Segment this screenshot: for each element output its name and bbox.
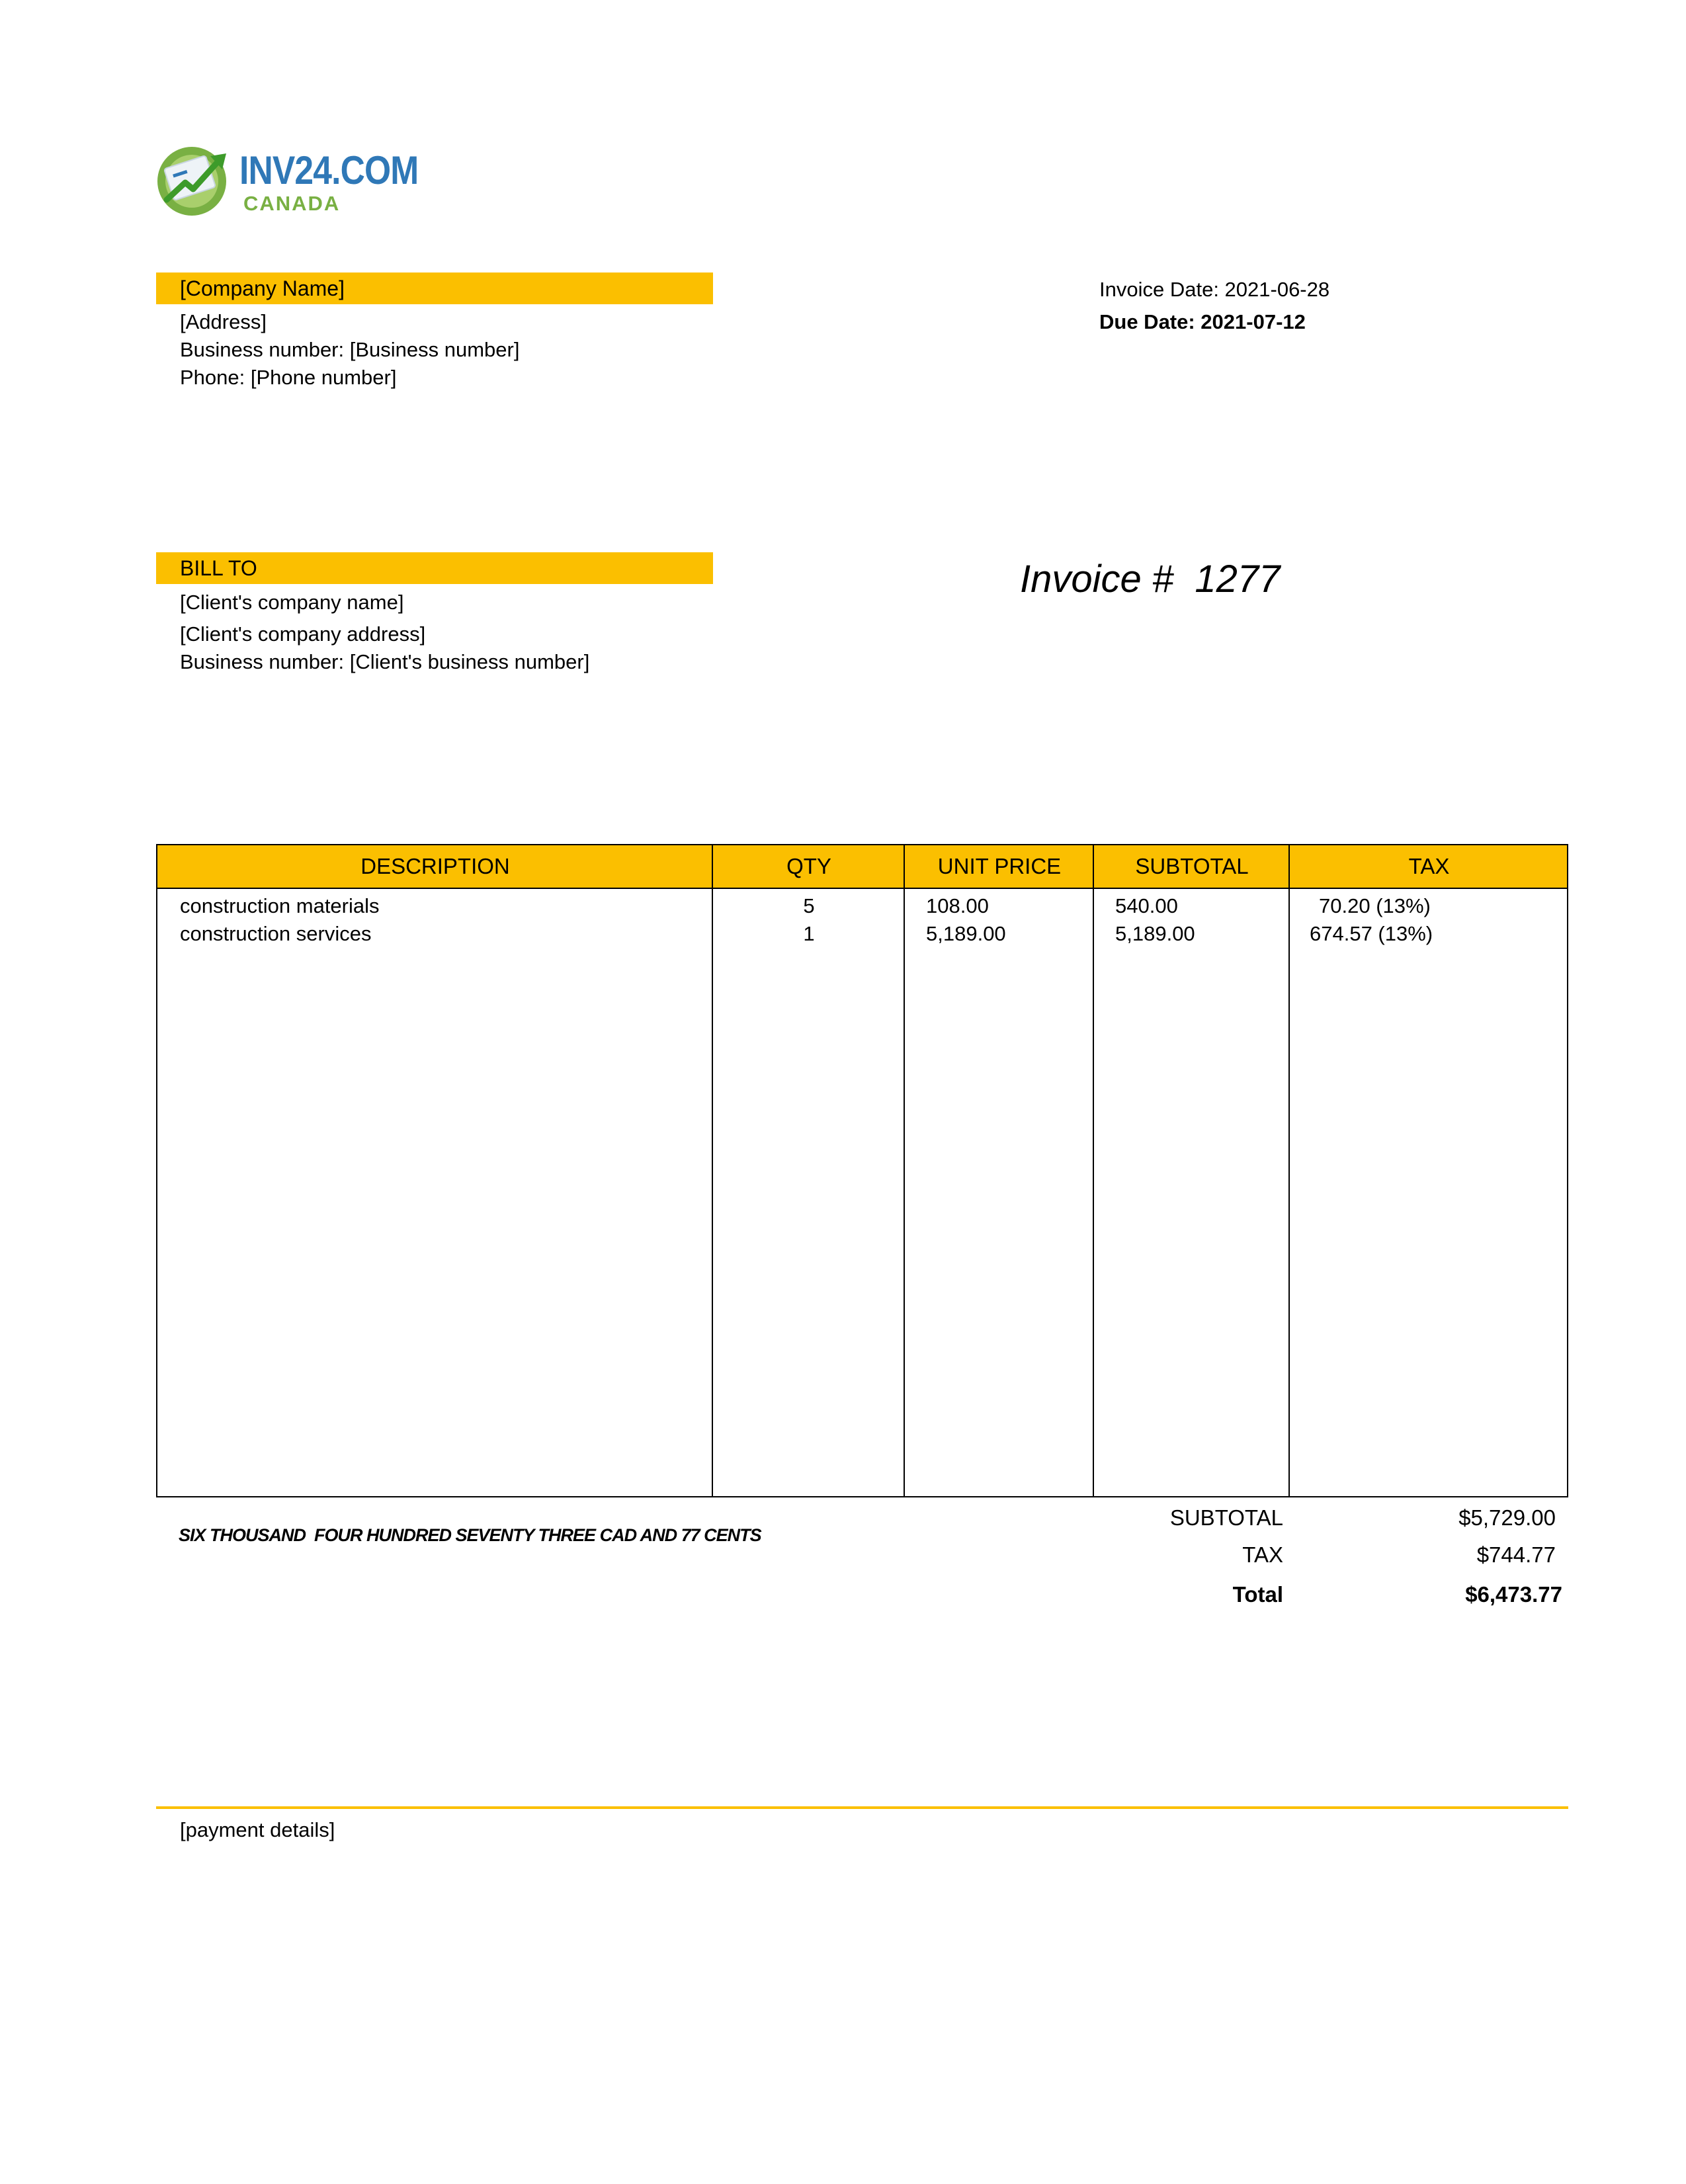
footer-divider (156, 1806, 1568, 1809)
summary-total-label: Total (1232, 1582, 1283, 1607)
summary-tax-label: TAX (1242, 1542, 1283, 1567)
header-unit-price: UNIT PRICE (937, 854, 1062, 878)
row-1-description: construction materials (180, 894, 380, 917)
client-company-address: [Client's company address] (180, 622, 426, 646)
row-2-tax: 674.57 (13%) (1310, 922, 1433, 945)
company-business-number: Business number: [Business number] (180, 338, 520, 361)
summary-tax-value: $744.77 (1476, 1542, 1556, 1567)
summary-total-value: $6,473.77 (1465, 1582, 1562, 1607)
row-2-description: construction services (180, 922, 372, 945)
company-address: [Address] (180, 310, 267, 333)
company-logo (153, 139, 419, 218)
header-description: DESCRIPTION (360, 854, 510, 878)
summary-subtotal-value: $5,729.00 (1458, 1505, 1556, 1530)
bill-to-bar (156, 552, 713, 584)
amount-in-words: SIX THOUSAND FOUR HUNDRED SEVENTY THREE CAD AND 77 CENTS (179, 1525, 761, 1545)
payment-details: [payment details] (180, 1818, 335, 1841)
row-1-tax: 70.20 (13%) (1319, 894, 1431, 917)
row-1-unit-price: 108.00 (926, 894, 989, 917)
row-1-subtotal: 540.00 (1115, 894, 1178, 917)
client-company-name: [Client's company name] (180, 591, 404, 614)
company-name-bar (156, 273, 713, 304)
due-date: Due Date: 2021-07-12 (1099, 310, 1306, 333)
row-2-unit-price: 5,189.00 (926, 922, 1006, 945)
items-table (156, 844, 1568, 1497)
row-2-subtotal: 5,189.00 (1115, 922, 1195, 945)
logo-wordmark: INV24.COM (239, 148, 419, 192)
company-name: [Company Name] (180, 276, 345, 300)
invoice-number-title: Invoice # 1277 (1020, 558, 1281, 601)
column-divider (1288, 845, 1290, 1496)
invoice-date: Invoice Date: 2021-06-28 (1099, 278, 1330, 301)
bill-to-heading: BILL TO (180, 556, 257, 580)
header-tax: TAX (1408, 854, 1450, 878)
row-2-qty: 1 (803, 922, 815, 945)
row-1-qty: 5 (803, 894, 815, 917)
chart-arrow-icon (153, 139, 233, 218)
header-qty: QTY (786, 854, 831, 878)
column-divider (1093, 845, 1094, 1496)
logo-country: CANADA (243, 192, 341, 215)
summary-subtotal-label: SUBTOTAL (1169, 1505, 1283, 1530)
header-subtotal: SUBTOTAL (1135, 854, 1249, 878)
items-table-header (157, 845, 1567, 889)
client-business-number: Business number: [Client's business number] (180, 650, 590, 673)
company-phone: Phone: [Phone number] (180, 366, 397, 389)
